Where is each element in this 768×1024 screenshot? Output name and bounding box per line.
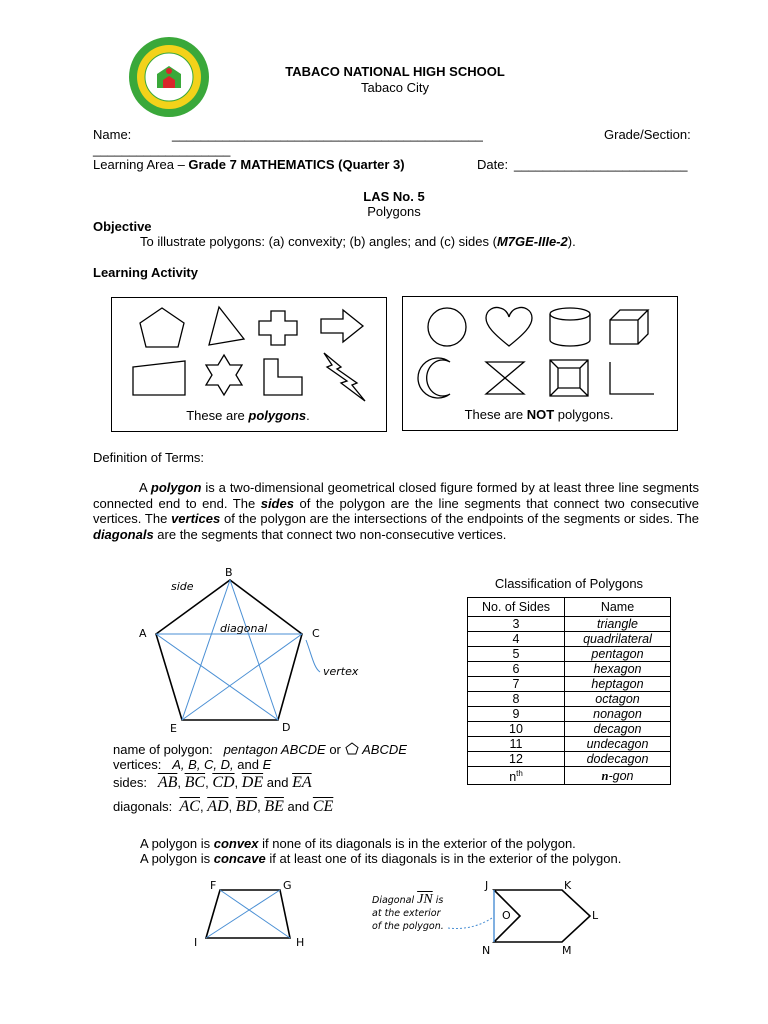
polygons-caption: These are polygons. [186,408,310,423]
sides-cell: 8 [468,692,565,707]
sides-cell: 5 [468,647,565,662]
label-i: I [194,936,198,949]
name-label: Name: [93,127,132,142]
label-g: G [283,879,292,892]
polygon-name-line: name of polygon: pentagon ABCDE or ABCDE [113,742,407,757]
name-cell: heptagon [565,677,671,692]
col-sides: No. of Sides [468,598,565,617]
exterior-note: Diagonal $\overline{JN}$ is at the exterior of the polygon. [372,892,444,932]
table-row [468,707,671,722]
name-cell: undecagon [565,737,671,752]
table-row [468,752,671,767]
school-city: Tabaco City [361,80,429,95]
grade-label: Grade/Section: [604,127,691,142]
name-cell: nonagon [565,707,671,722]
label-f: F [210,879,217,892]
pentagon-shape [140,308,184,347]
school-name: TABACO NATIONAL HIGH SCHOOL [285,64,505,79]
definition-paragraph: A polygon is a two-dimensional geometrical closed figure formed by at least three line segments connected end to end. The sides of the polygon are the line segments that connect two consecutive vertices. The vertices of the polygon are the intersections of the endpoints of the segments or sides. The diagonals are the segments that connect two non-consecutive vertices. [93,480,699,542]
triangle-shape [209,307,244,345]
activity-heading: Learning Activity [93,265,198,280]
objective-text: To illustrate polygons: (a) convexity; (b) angles; and (c) sides (M7GE-IIIe-2). [140,234,576,249]
sides-line: sides: $\overline{AB}$, $\overline{BC}$, $\overline{CD}$, $\overline{DE}$ and $\overline{EA}$ [113,774,312,791]
vertex-label-c: C [312,627,320,640]
table-row [468,767,671,785]
side-ea: $\overline{EA}$ [292,774,312,791]
crescent-shape [418,358,450,398]
side-cd: $\overline{CD}$ [212,774,235,791]
table-row [468,722,671,737]
convex-definition: A polygon is convex if none of its diagonals is in the exterior of the polygon. [140,836,576,851]
concave-definition: A polygon is concave if at least one of its diagonals is in the exterior of the polygon. [140,851,622,866]
classification-table [467,597,671,785]
sides-cell: 6 [468,662,565,677]
name-cell: triangle [565,617,671,632]
date-line[interactable]: ________________________ [514,157,688,172]
diagonal-label: diagonal [220,622,268,635]
learning-area: Learning Area – Grade 7 MATHEMATICS (Quarter 3) [93,157,405,172]
right-triangle-shape [610,362,654,394]
frame-shape [550,360,588,396]
pentagon-diagram [130,560,370,740]
las-number: LAS No. 5 [363,189,425,204]
l-shape [264,359,302,395]
table-row [468,737,671,752]
label-j: J [485,879,489,892]
sides-cell: 3 [468,617,565,632]
sides-cell: 4 [468,632,565,647]
lightning-shape [324,353,365,401]
sides-cell: 10 [468,722,565,737]
cube-shape [610,310,648,344]
name-cell: octagon [565,692,671,707]
pentagon-diagonals [156,580,302,720]
diag-be: $\overline{BE}$ [264,798,284,815]
sides-cell: 7 [468,677,565,692]
polygon-shapes [111,297,387,407]
side-ab: $\overline{AB}$ [157,774,178,791]
side-label: side [171,580,194,593]
sides-cell: 11 [468,737,565,752]
vertex-pointer [306,640,320,672]
name-cell: hexagon [565,662,671,677]
star-shape [206,355,242,395]
not-polygons-caption: These are NOT polygons. [464,407,614,422]
vertex-label-b: B [225,566,233,579]
non-polygon-shapes [402,296,678,406]
vertices-line: vertices: A, B, C, D, and E [113,757,272,772]
vertex-label-a: A [139,627,147,640]
label-o: O [502,909,511,922]
definition-heading: Definition of Terms: [93,450,205,465]
objective-heading: Objective [93,219,152,234]
table-header-row [468,598,671,617]
label-m: M [562,944,572,957]
sides-cell: 9 [468,707,565,722]
name-cell: n-gon [565,767,671,785]
vertex-label-e: E [170,722,177,735]
pentagon-symbol-icon [345,742,359,755]
side-de: $\overline{DE}$ [241,774,264,791]
vertex-label-d: D [282,721,291,734]
classification-title: Classification of Polygons [494,576,644,591]
col-name: Name [565,598,671,617]
table-row [468,647,671,662]
sides-cell: 12 [468,752,565,767]
name-cell: decagon [565,722,671,737]
table-row [468,632,671,647]
name-cell: pentagon [565,647,671,662]
table-row [468,692,671,707]
cylinder-top [550,308,590,320]
label-l: L [592,909,599,922]
label-n: N [482,944,491,957]
side-bc: $\overline{BC}$ [184,774,206,791]
table-row [468,677,671,692]
quadrilateral-shape [133,361,185,395]
school-seal [128,36,210,118]
name-cell: quadrilateral [565,632,671,647]
diag-ac: $\overline{AC}$ [179,798,200,815]
name-line[interactable]: ___________________________________________ [172,127,483,142]
grade-line[interactable]: ___________________ [93,142,231,157]
heart-shape [486,307,532,346]
arrow-shape [321,310,363,342]
cross-shape [259,311,297,345]
sides-cell: $n^{th}$ [468,767,565,785]
las-topic: Polygons [367,204,421,219]
diagonals-line: diagonals: $\overline{AC}$, $\overline{AD}$, $\overline{BD}$, $\overline{BE}$ and $\overline{CE}$ [113,798,334,815]
label-h: H [296,936,305,949]
vertex-label: vertex [323,665,359,678]
label-k: K [564,879,572,892]
table-row [468,662,671,677]
date-label: Date: [477,157,509,172]
diag-ad: $\overline{AD}$ [207,798,229,815]
diag-ce: $\overline{CE}$ [312,798,334,815]
hourglass-shape [486,362,524,394]
diag-bd: $\overline{BD}$ [235,798,258,815]
name-cell: dodecagon [565,752,671,767]
circle-shape [428,308,466,346]
table-row [468,617,671,632]
